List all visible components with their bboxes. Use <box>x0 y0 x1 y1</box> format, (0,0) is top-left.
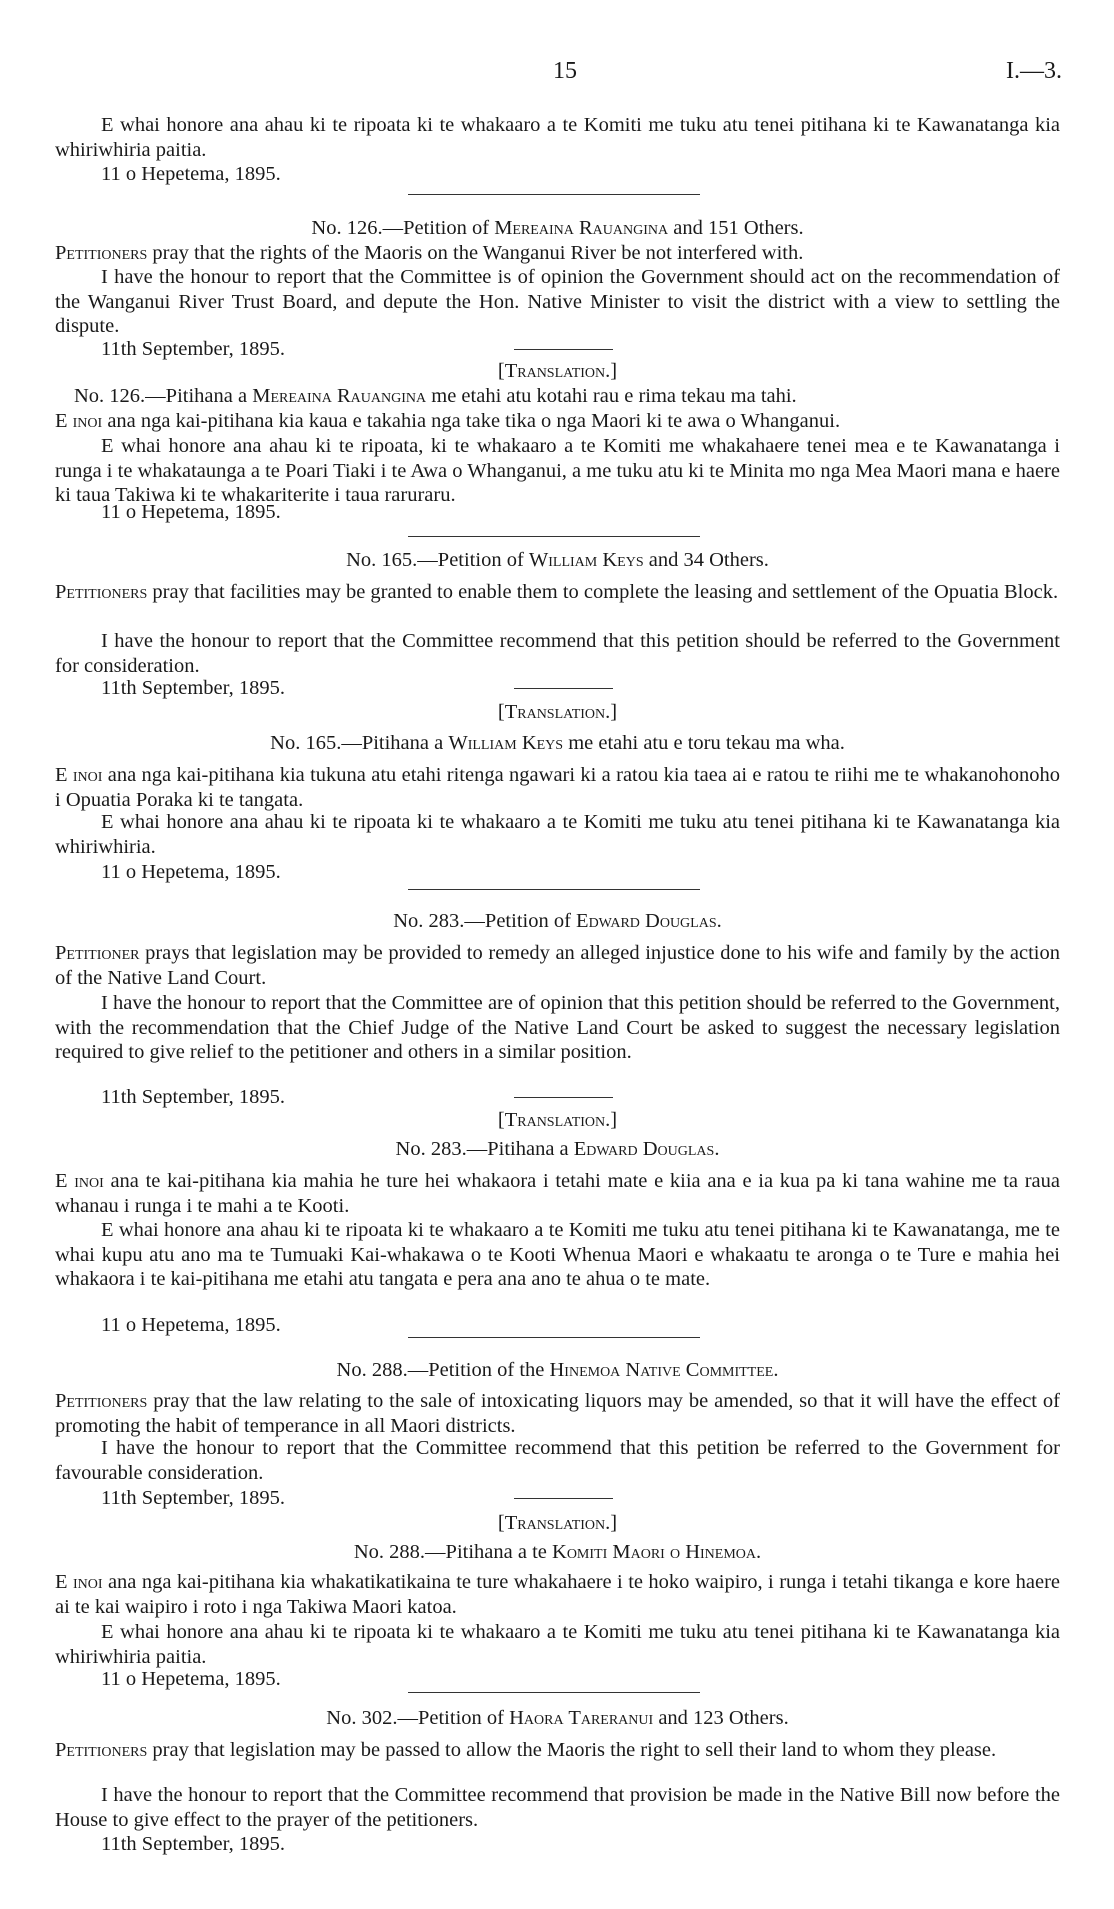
heading-suffix: . <box>714 1138 720 1160</box>
divider <box>408 1692 700 1693</box>
divider <box>408 1337 700 1338</box>
petition-heading <box>55 909 1060 934</box>
heading-suffix: . <box>773 1359 779 1381</box>
translation-heading <box>55 384 1060 409</box>
translation-report: E whai honore ana ahau ki te ripoata, ki te whakaaro a te Komiti me whakahaere tenei mea e te Kawanatanga i runga i te whakataunga a te Poari Tiaki i te Awa o Whanganui, a me tuku atu ki te Minita mo nga Mea Maori mana e haere ki taua Takiwa ki te whakariterite i taua raruraru. <box>55 435 1060 506</box>
date: 11 o Hepetema, 1895. <box>101 163 281 185</box>
page-number: 15 <box>553 58 577 84</box>
prayer-text: prays that legislation may be provided to remedy an alleged injustice done to his wife and family by the action of the Native Land Court. <box>55 942 1060 989</box>
prayer-text: pray that the law relating to the sale of intoxicating liquors may be amended, so that it will have the effect of promoting the habit of temperance in all Maori districts. <box>55 1390 1060 1437</box>
prayer-paragraph <box>55 1738 1060 1763</box>
prayer-lead: Petitioners <box>55 242 148 264</box>
petitioner-name: Komiti Maori o Hinemoa <box>552 1541 756 1563</box>
date: 11th September, 1895. <box>101 1833 286 1855</box>
heading-suffix: and 34 Others. <box>643 549 769 571</box>
translation-report: E whai honore ana ahau ki te ripoata ki te whakaaro a te Komiti me tuku atu tenei pitihana ki te Kawanatanga, me te whai kupu atu ano ma te Tumuaki Kai-whakawa o te Kooti Whenua Maori e whakaatu te aronga o te Ture e mahia hei whakaora i te kai-pitihana me etahi atu tangata e pera ana ano te ahua o te mate. <box>55 1219 1060 1290</box>
prayer-text: ana nga kai-pitihana kia whakatikatikaina te ture whakahaere i te hoko waipiro, i runga i tetahi tikanga e kore haere ai te kai waipiro i roto i nga Takiwa Maori katoa. <box>55 1571 1060 1618</box>
date: 11th September, 1895. <box>101 677 286 699</box>
heading-prefix: No. 126.—Petition of <box>311 217 495 239</box>
heading-suffix: . <box>756 1541 762 1563</box>
heading-suffix: and 123 Others. <box>653 1707 789 1729</box>
short-divider <box>514 1498 613 1499</box>
translation-label: [Translation.] <box>497 1512 618 1534</box>
heading-prefix: No. 165.—Pitihana a <box>270 732 449 754</box>
petitioner-name: William Keys <box>448 732 564 754</box>
translation-prayer <box>55 1169 1060 1218</box>
translation-label: [Translation.] <box>497 360 618 382</box>
petitioner-name: William Keys <box>528 549 644 571</box>
prayer-text: pray that legislation may be passed to allow the Maoris the right to sell their land to whom they please. <box>147 1739 997 1761</box>
heading-suffix: me etahi atu kotahi rau e rima tekau ma tahi. <box>426 385 797 407</box>
prayer-paragraph <box>55 1389 1060 1438</box>
prayer-lead: Petitioner <box>55 942 140 964</box>
petitioner-name: Edward Douglas <box>573 1138 715 1160</box>
document-reference: I.—3. <box>1006 58 1062 84</box>
prayer-paragraph <box>55 241 1060 266</box>
heading-prefix: No. 288.—Petition of the <box>336 1359 550 1381</box>
heading-prefix: No. 302.—Petition of <box>326 1707 510 1729</box>
prayer-lead: Petitioners <box>55 1739 148 1761</box>
date: 11 o Hepetema, 1895. <box>101 501 281 523</box>
petitioner-name: Edward Douglas <box>576 910 717 932</box>
translation-heading <box>55 1137 1060 1162</box>
report-paragraph: I have the honour to report that the Committee recommend that this petition should be referred to the Government for consideration. <box>55 630 1060 677</box>
prayer-text: ana te kai-pitihana kia mahia he ture hei whakaora i tetahi mate e kiia ana e ia kua pa ki tana wahine me ta raua whanau i runga i te mahi a te Kooti. <box>55 1170 1060 1217</box>
prayer-paragraph <box>55 941 1060 990</box>
heading-prefix: No. 126.—Pitihana a <box>74 385 253 407</box>
prayer-lead: E inoi <box>55 1571 103 1593</box>
date: 11 o Hepetema, 1895. <box>101 1314 281 1336</box>
continued-paragraph: E whai honore ana ahau ki te ripoata ki te whakaaro a te Komiti me tuku atu tenei pitihana ki te Kawanatanga kia whiriwhiria paitia. <box>55 114 1060 161</box>
divider <box>408 889 700 890</box>
translation-heading <box>55 1540 1060 1565</box>
heading-prefix: No. 283.—Pitihana a <box>395 1138 574 1160</box>
petition-heading <box>55 548 1060 573</box>
prayer-text: ana nga kai-pitihana kia kaua e takahia nga take tika o nga Maori ki te awa o Whanganui. <box>102 410 841 432</box>
divider <box>408 194 700 195</box>
prayer-paragraph <box>55 580 1060 605</box>
divider <box>408 536 700 537</box>
prayer-lead: Petitioners <box>55 1390 148 1412</box>
prayer-lead: E inoi <box>55 1170 104 1192</box>
petitioner-name: Haora Tareranui <box>509 1707 654 1729</box>
short-divider <box>514 688 613 689</box>
heading-suffix: . <box>716 910 722 932</box>
heading-prefix: No. 288.—Pitihana a te <box>353 1541 553 1563</box>
translation-label: [Translation.] <box>497 701 618 723</box>
translation-report: E whai honore ana ahau ki te ripoata ki te whakaaro a te Komiti me tuku atu tenei pitihana ki te Kawanatanga kia whiriwhiria paitia. <box>55 1621 1060 1668</box>
prayer-lead: E inoi <box>55 410 103 432</box>
report-paragraph: I have the honour to report that the Committee recommend that this petition be referred to the Government for favourable consideration. <box>55 1437 1060 1484</box>
translation-label: [Translation.] <box>497 1109 618 1131</box>
heading-suffix: and 151 Others. <box>668 217 804 239</box>
petition-heading <box>55 216 1060 241</box>
prayer-text: ana nga kai-pitihana kia tukuna atu etahi ritenga ngawari ki a ratou kia taea ai e ratou te riihi me te whakanohonoho i Opuatia Poraka ki te tangata. <box>55 764 1060 811</box>
petitioner-name: Mereaina Rauangina <box>252 385 427 407</box>
translation-prayer <box>55 409 1060 434</box>
report-paragraph: I have the honour to report that the Committee recommend that provision be made in the Native Bill now before the House to give effect to the prayer of the petitioners. <box>55 1784 1060 1831</box>
date: 11th September, 1895. <box>101 1487 286 1509</box>
petition-heading <box>55 1358 1060 1383</box>
heading-prefix: No. 165.—Petition of <box>346 549 529 571</box>
date: 11th September, 1895. <box>101 1086 286 1108</box>
heading-suffix: me etahi atu e toru tekau ma wha. <box>563 732 845 754</box>
short-divider <box>514 1097 613 1098</box>
translation-prayer <box>55 763 1060 812</box>
report-paragraph: I have the honour to report that the Committee is of opinion the Government should act on the recommendation of the Wanganui River Trust Board, and depute the Hon. Native Minister to visit the district with a view to settling the dispute. <box>55 266 1060 337</box>
petitioner-name: Hinemoa Native Committee <box>549 1359 774 1381</box>
heading-prefix: No. 283.—Petition of <box>393 910 577 932</box>
date: 11 o Hepetema, 1895. <box>101 861 281 883</box>
translation-report: E whai honore ana ahau ki te ripoata ki te whakaaro a te Komiti me tuku atu tenei pitihana ki te Kawanatanga kia whiriwhiria. <box>55 811 1060 858</box>
prayer-lead: E inoi <box>55 764 103 786</box>
translation-prayer <box>55 1570 1060 1619</box>
prayer-lead: Petitioners <box>55 581 148 603</box>
date: 11 o Hepetema, 1895. <box>101 1668 281 1690</box>
translation-heading <box>55 731 1060 756</box>
report-paragraph: I have the honour to report that the Committee are of opinion that this petition should be referred to the Government, with the recommendation that the Chief Judge of the Native Land Court be asked to suggest the necessary legislation required to give relief to the petitioner and others in a similar position. <box>55 992 1060 1063</box>
prayer-text: pray that the rights of the Maoris on the Wanganui River be not interfered with. <box>147 242 804 264</box>
short-divider <box>514 349 613 350</box>
date: 11th September, 1895. <box>101 338 286 360</box>
petitioner-name: Mereaina Rauangina <box>494 217 669 239</box>
petition-heading <box>55 1706 1060 1731</box>
prayer-text: pray that facilities may be granted to enable them to complete the leasing and settlement of the Opuatia Block. <box>147 581 1059 603</box>
